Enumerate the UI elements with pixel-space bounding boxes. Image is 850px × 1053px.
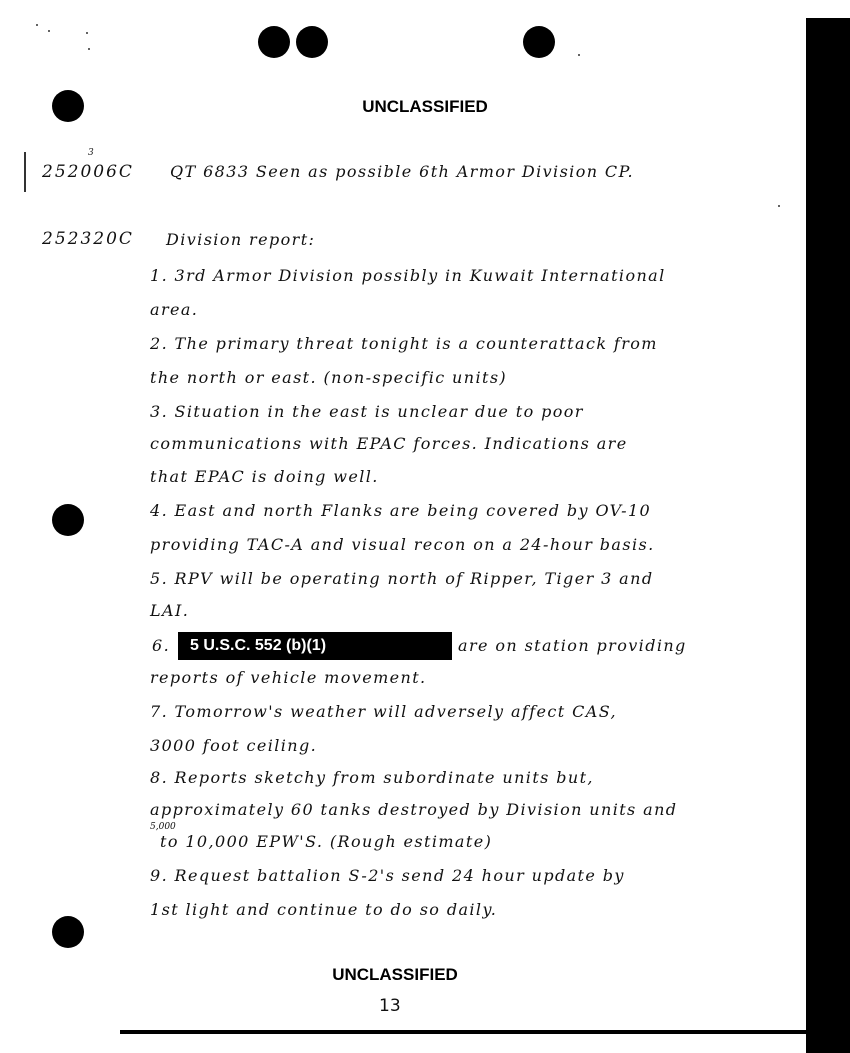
classification-banner-top: UNCLASSIFIED	[362, 97, 488, 116]
report-line: 1st light and continue to do so daily.	[150, 900, 498, 919]
punch-hole-left-2	[52, 504, 84, 536]
report-line: 3. Situation in the east is unclear due to poor	[150, 402, 584, 421]
report-line: 4. East and north Flanks are being covered by OV-10	[150, 501, 652, 520]
report-line: reports of vehicle movement.	[150, 668, 427, 687]
entry-time: 252320C	[42, 229, 134, 249]
report-line: 9. Request battalion S-2's send 24 hour update by	[150, 866, 625, 885]
report-line: are on station providing	[458, 636, 687, 655]
scan-speck	[36, 24, 38, 26]
scan-speck	[48, 30, 50, 32]
punch-hole-left-3	[52, 916, 84, 948]
report-line: area.	[150, 300, 199, 319]
redaction-box: 5 U.S.C. 552 (b)(1)	[178, 632, 452, 660]
scan-speck	[88, 48, 90, 50]
entry-time: 252006C	[42, 162, 134, 182]
report-line: communications with EPAC forces. Indications are	[150, 434, 628, 453]
report-line: 3000 foot ceiling.	[150, 736, 318, 755]
report-line: providing TAC-A and visual recon on a 24-hour basis.	[150, 535, 655, 554]
item-number: 6.	[152, 636, 171, 655]
report-line: to 10,000 EPW'S. (Rough estimate)	[160, 832, 493, 851]
entry-text: QT 6833 Seen as possible 6th Armor Division CP.	[170, 162, 634, 181]
entry-text: Division report:	[166, 230, 316, 249]
report-line: 2. The primary threat tonight is a counterattack from	[150, 334, 658, 353]
report-line: 8. Reports sketchy from subordinate units but,	[150, 768, 594, 787]
scan-speck	[778, 205, 780, 207]
handwritten-insertion: 5,000	[150, 822, 176, 832]
report-line: the north or east. (non-specific units)	[150, 368, 508, 387]
report-line: LAI.	[150, 601, 190, 620]
report-line: approximately 60 tanks destroyed by Division units and	[150, 800, 678, 819]
punch-hole-top-3	[523, 26, 555, 58]
report-line: 5. RPV will be operating north of Ripper, Tiger 3 and	[150, 569, 654, 588]
report-line: 7. Tomorrow's weather will adversely affect CAS,	[150, 702, 617, 721]
time-correction: 3	[88, 148, 94, 158]
scan-speck	[578, 54, 580, 56]
margin-mark	[24, 152, 26, 192]
report-line: 1. 3rd Armor Division possibly in Kuwait International	[150, 266, 666, 285]
scan-edge-shadow-right	[806, 18, 850, 1053]
scan-speck	[86, 32, 88, 34]
page-number: 13	[379, 996, 401, 1016]
punch-hole-top-2	[296, 26, 328, 58]
classification-banner-bottom: UNCLASSIFIED	[332, 965, 458, 984]
punch-hole-top-1	[258, 26, 290, 58]
report-line: that EPAC is doing well.	[150, 467, 379, 486]
scan-edge-shadow-bottom	[120, 1030, 850, 1034]
